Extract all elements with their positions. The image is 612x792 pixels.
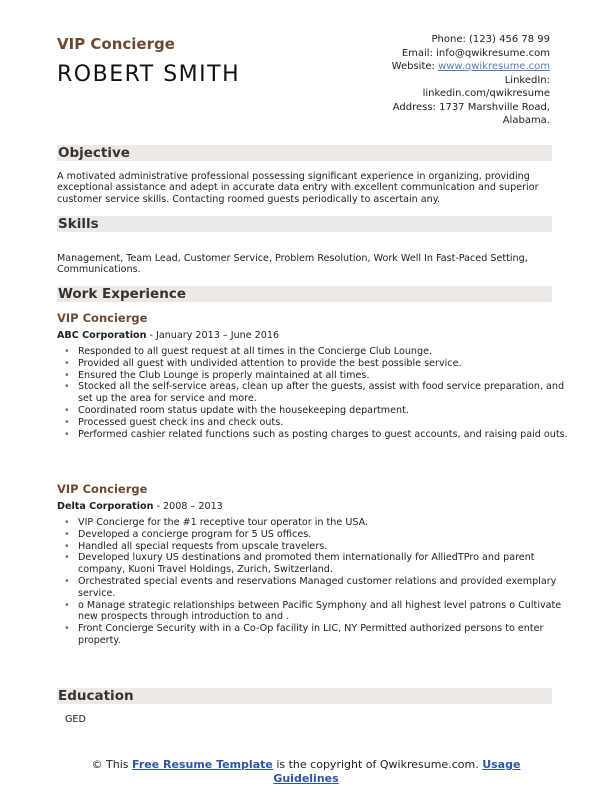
- footer-prefix: © This: [91, 758, 133, 771]
- website-label: Website:: [391, 61, 439, 72]
- contact-phone: Phone: (123) 456 78 99: [431, 34, 550, 45]
- usage-link[interactable]: Usage: [482, 758, 521, 771]
- contact-email: Email: info@qwikresume.com: [401, 47, 550, 59]
- experience-section-title: Work Experience: [58, 286, 186, 302]
- job-1-role: VIP Concierge: [57, 311, 148, 325]
- job-1-bullets: [57, 346, 568, 440]
- copyright-footer: [0, 758, 612, 786]
- list-item: • Stocked all the self-service areas, clean up after the guests, assist with food service preparation, and set up the area for service and more.: [78, 381, 568, 405]
- list-item: • VIP Concierge for the #1 receptive tour operator in the USA.: [78, 517, 568, 529]
- list-item: • Responded to all guest request at all times in the Concierge Club Lounge.: [78, 346, 568, 358]
- list-item: • Handled all special requests from upscale travelers.: [78, 541, 568, 553]
- skills-text: Management, Team Lead, Customer Service, Problem Resolution, Work Well In Fast-Paced Setting, Communications.: [57, 253, 528, 276]
- list-item: • Ensured the Club Lounge is properly maintained at all times.: [78, 370, 568, 382]
- job-1-company-line: [57, 330, 279, 341]
- list-item: • Coordinated room status update with the housekeeping department.: [78, 405, 568, 417]
- contact-address-line2: Alabama.: [502, 115, 550, 126]
- education-text: GED: [65, 714, 86, 725]
- objective-section-title: Objective: [58, 145, 130, 161]
- guidelines-link[interactable]: Guidelines: [273, 772, 339, 785]
- list-item: • Developed luxury US destinations and promoted them internationally for AlliedTPro and parent company, Kuoni Travel Holdings, Zurich, Switzerland.: [78, 552, 568, 576]
- list-item: • Processed guest check ins and check outs.: [78, 417, 568, 429]
- website-link[interactable]: www.qwikresume.com: [438, 61, 550, 72]
- contact-website: [330, 60, 550, 74]
- list-item: • Developed a concierge program for 5 US offices.: [78, 529, 568, 541]
- contact-block: [330, 33, 550, 128]
- job-1-dates: - January 2013 – June 2016: [146, 330, 280, 341]
- job-2-company: Delta Corporation: [57, 501, 154, 512]
- candidate-name: ROBERT SMITH: [57, 62, 241, 87]
- job-title-heading: VIP Concierge: [57, 35, 175, 53]
- contact-address-line1: Address: 1737 Marshville Road,: [392, 101, 550, 113]
- job-2-bullets: [57, 517, 568, 647]
- list-item: • Front Concierge Security with in a Co-Op facility in LIC, NY Permitted authorized persons to enter property.: [78, 623, 568, 647]
- job-2-company-line: [57, 501, 223, 512]
- list-item: • Orchestrated special events and reservations Managed customer relations and provided exemplary service.: [78, 576, 568, 600]
- education-section-title: Education: [58, 688, 134, 704]
- skills-section-bar: [57, 216, 552, 232]
- skills-section-title: Skills: [58, 216, 99, 232]
- list-item: • Performed cashier related functions such as posting charges to guest accounts, and raising paid outs.: [78, 429, 568, 441]
- job-2-dates: - 2008 – 2013: [153, 501, 223, 512]
- free-resume-template-link[interactable]: Free Resume Template: [132, 758, 273, 771]
- list-item: • o Manage strategic relationships between Pacific Symphony and all highest level patrons o Cultivate new prospects through introduction to and .: [78, 600, 568, 624]
- objective-text: A motivated administrative professional possessing significant experience in organizing, providing exceptional assistance and adept in accurate data entry with excellent communication and superior customer service skills. Contacting roomed guests periodically to ascertain any.: [57, 171, 539, 205]
- job-1-company: ABC Corporation: [57, 330, 147, 341]
- list-item: • Provided all guest with undivided attention to provide the best possible service.: [78, 358, 568, 370]
- contact-linkedin-url: linkedin.com/qwikresume: [422, 88, 550, 99]
- footer-middle: is the copyright of Qwikresume.com.: [272, 758, 483, 771]
- job-2-role: VIP Concierge: [57, 482, 148, 496]
- objective-section-bar: [57, 145, 552, 161]
- contact-linkedin-label: LinkedIn:: [504, 74, 550, 86]
